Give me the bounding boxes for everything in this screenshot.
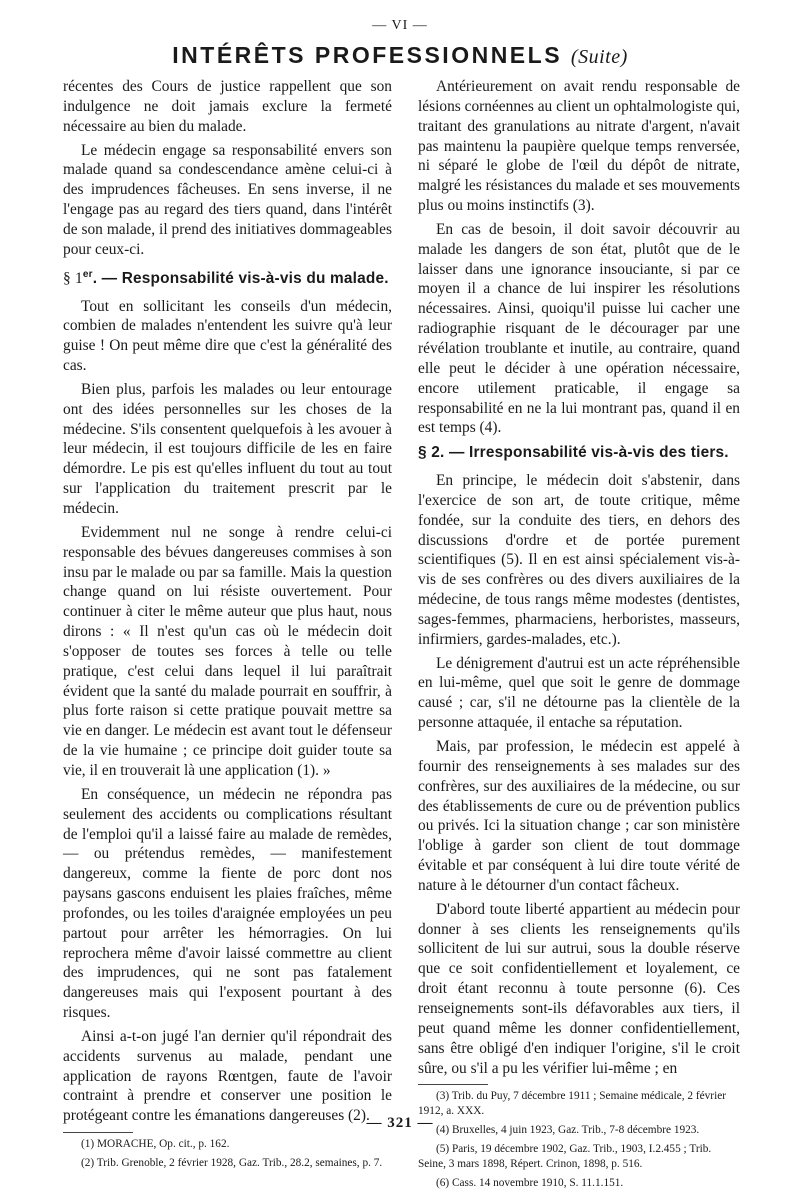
paragraph: Tout en sollicitant les conseils d'un médecin, combien de malades n'entendent les suivre qu'à leur guise ! On peut même dire que c'est la généralité des cas. [63, 297, 392, 375]
paragraph: Ainsi a-t-on jugé l'an dernier qu'il répondrait des accidents survenus au malade, pendant une application de rayons Rœntgen, faute de l'avoir contraint à prendre et conserver une position le protégeant contre les émanations dangereuses (2). [63, 1027, 392, 1125]
footnote: (2) Trib. Grenoble, 2 février 1928, Gaz. Trib., 28.2, semaines, p. 7. [81, 1157, 383, 1170]
footnote: (5) Paris, 19 décembre 1902, Gaz. Trib., 1903, I.2.455 ; Trib. Seine, 3 mars 1898, Répert. Crinon, 1898, p. 516. [418, 1143, 712, 1171]
paragraph: Antérieurement on avait rendu responsable de lésions cornéennes au client un ophtalmologiste qui, traitant des granulations au nitrate d'argent, n'avait pas maintenu la paupière quelque temps renversée, ni séparé le globe de l'œil du dépôt de nitrate, malgré les résistances du malade et ses mouvements plus ou moins instinctifs (3). [418, 78, 740, 215]
footnote-divider [418, 1084, 488, 1085]
title-main: INTÉRÊTS PROFESSIONNELS [172, 42, 563, 68]
section-number-suffix: er [82, 268, 93, 280]
footnote: (3) Trib. du Puy, 7 décembre 1911 ; Semaine médicale, 2 février 1912, a. XXX. [418, 1090, 726, 1118]
paragraph: Bien plus, parfois les malades ou leur entourage ont des idées personnelles sur les choses de la médecine. S'ils consentent quelquefois à les avouer à leur médecin, il est toujours difficile de les en faire démordre. Le pis est qu'elles influent du tout au tout sur l'application du traitement prescrit par le médecin. [63, 380, 392, 517]
paragraph: Evidemment nul ne songe à rendre celui-ci responsable des bévues dangereuses commises à son insu par le malade ou par sa famille. Mais la question change quand on lui résiste ouvertement. Pour continuer à citer le même auteur que plus haut, nous dirons : « Il n'est qu'un cas où le médecin doit s'opposer de toutes ses forces à telle ou telle pratique, c'est celui dans lequel il lui paraîtrait évident que la santé du malade pourrait en souffrir, à plus forte raison si cette pratique pouvait mettre sa vie en danger. Le médecin est avant tout le défenseur de la vie humaine ; ce principe doit guider toute sa vie, il en trouverait là une application (1). » [63, 523, 392, 779]
section-heading-1 [63, 265, 392, 289]
paragraph: Le médecin engage sa responsabilité envers son malade quand sa condescendance amène celui-ci à des imprudences fâcheuses. En sens inverse, il ne l'engage pas au regard des tiers quand, dans l'intérêt de son malade, il prend des initiatives dommageables pour ceux-ci. [63, 141, 392, 258]
paragraph: En cas de besoin, il doit savoir découvrir au malade les dangers de son état, plutôt que de le laisser dans une ignorance insouciante, si par ce moyen il a chance de lui inspirer les résolutions nécessaires. Ainsi, quoiqu'il puisse lui cacher une radiographie risquant de le décourager par une révélation troublante et inutile, au contraire, quand elle peut le décider à une opération nécessaire, encore utilement praticable, il engage sa responsabilité en ne la lui montrant pas, quand il en est temps (4). [418, 220, 740, 437]
page-title [0, 42, 800, 69]
paragraph: Mais, par profession, le médecin est appelé à fournir des renseignements à ses malades sur des confrères, sur des auxiliaires de la médecine, ou sur des établissements de cure ou de prévention publics ou privés. Ici la situation change ; car son ministère l'oblige à garder son client de tout dommage évitable et par conséquent à lui dire toute vérité de nature à le détourner d'un contact fâcheux. [418, 738, 740, 894]
title-suffix: (Suite) [570, 46, 628, 68]
paragraph: Le dénigrement d'autrui est un acte répréhensible en lui-même, quel que soit le genre de dommage causé ; car, s'il ne détourne pas la clientèle de la personne attaquée, il entache sa réputation. [418, 654, 740, 732]
footnote: (4) Bruxelles, 4 juin 1923, Gaz. Trib., 7-8 décembre 1923. [436, 1124, 700, 1137]
section-heading-2: § 2. — Irresponsabilité vis-à-vis des tiers. [418, 444, 729, 462]
right-column [418, 77, 740, 1195]
paragraph: D'abord toute liberté appartient au médecin pour donner à ses clients les renseignements qu'ils sollicitent de lui sur autrui, sous la double réserve que ce soit confidentiellement et loyalement, ce droit étant reconnu à toute personne (6). Ces renseignements sont-ils défavorables aux tiers, il peut quand même les donner confidentiellement, sans être obligé d'en indiquer l'origine, s'il le croit sûre, ou s'il a pu les vérifier lui-même ; en [418, 900, 740, 1077]
footnote-divider [63, 1132, 133, 1133]
page-roman-number: — VI — [372, 18, 428, 33]
section-number: § 1 [63, 269, 83, 287]
section-title: . — Responsabilité vis-à-vis du malade. [92, 269, 389, 287]
left-column [63, 77, 392, 1175]
page-number: — 321 — [366, 1115, 434, 1131]
paragraph: En conséquence, un médecin ne répondra pas seulement des accidents ou complications résultant de l'emploi qu'il a laissé faire au malade de remèdes, — ou prétendus remèdes, — manifestement dangereux, comme la fiente de porc dont nos paysans gascons enduisent les plaies fraîches, même profondes, ou les toiles d'araignée employées un peu partout pour arrêter les hémorragies. On lui reprochera même d'avoir laissé commettre au client des imprudences, qui ne sont pas fatalement dangereuses mais qui l'exposent pourtant à des risques. [63, 785, 392, 1022]
footnote: (6) Cass. 14 novembre 1910, S. 11.1.151. [436, 1177, 624, 1190]
footnote: (1) MORACHE, Op. cit., p. 162. [81, 1138, 230, 1151]
paragraph: En principe, le médecin doit s'abstenir, dans l'exercice de son art, de toute critique, même fondée, sur la conduite des tiers, en dehors des discussions d'ordre et de portée purement scientifiques (5). Il en est ainsi spécialement vis-à-vis de ses confrères ou des divers auxiliaires de la médecine, de tous rangs même modestes (dentistes, sages-femmes, pharmaciens, herboristes, masseurs, infirmiers, gardes-malades, etc.). [418, 472, 740, 648]
paragraph: récentes des Cours de justice rappellent que son indulgence ne doit jamais exclure la fermeté nécessaire au bien du malade. [63, 78, 392, 135]
